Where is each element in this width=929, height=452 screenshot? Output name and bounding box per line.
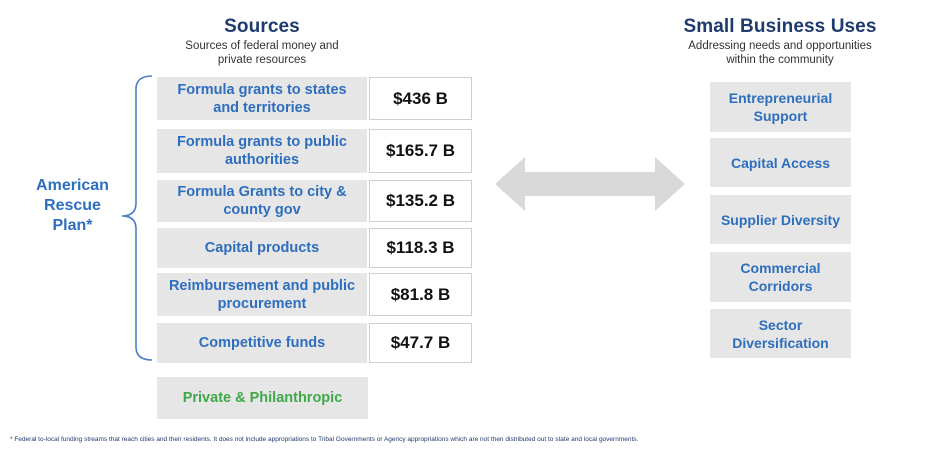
uses-subtitle-line1: Addressing needs and opportunities	[688, 40, 872, 52]
use-item: Commercial Corridors	[710, 252, 851, 302]
sources-subtitle	[147, 39, 377, 67]
uses-title: Small Business Uses	[683, 16, 877, 37]
source-label: Competitive funds	[157, 323, 367, 363]
source-row	[157, 180, 472, 222]
source-value: $118.3 B	[369, 228, 472, 268]
source-label: Formula grants to public authorities	[157, 129, 367, 173]
american-rescue-plan-label	[20, 176, 125, 236]
arp-line1: American	[36, 177, 109, 194]
source-label: Reimbursement and public procurement	[157, 273, 367, 316]
source-row	[157, 228, 472, 268]
source-label: Formula grants to states and territories	[157, 77, 367, 120]
source-value: $81.8 B	[369, 273, 472, 316]
double-arrow-icon	[495, 155, 685, 213]
source-label: Formula Grants to city & county gov	[157, 180, 367, 222]
use-item: Supplier Diversity	[710, 195, 851, 244]
sources-title: Sources	[224, 16, 300, 37]
private-philanthropic-box: Private & Philanthropic	[157, 377, 368, 419]
source-row	[157, 77, 472, 120]
source-row	[157, 323, 472, 363]
use-item: Sector Diversification	[710, 309, 851, 358]
source-value: $135.2 B	[369, 180, 472, 222]
source-row	[157, 129, 472, 173]
arp-line3: Plan*	[52, 217, 93, 234]
footnote: * Federal to-local funding streams that reach cities and their residents. It does not include appropriations to Tribal Governments or Agency appropriations which are not then distributed out to state and local governments.	[10, 436, 639, 443]
source-label: Capital products	[157, 228, 367, 268]
sources-subtitle-line1: Sources of federal money and	[185, 40, 339, 52]
arp-line2: Rescue	[44, 197, 101, 214]
uses-subtitle-line2: within the community	[726, 54, 834, 66]
source-value: $47.7 B	[369, 323, 472, 363]
sources-subtitle-line2: private resources	[217, 54, 307, 66]
source-value: $436 B	[369, 77, 472, 120]
source-value: $165.7 B	[369, 129, 472, 173]
use-item: Capital Access	[710, 138, 851, 187]
uses-subtitle	[655, 39, 905, 67]
use-item: Entrepreneurial Support	[710, 82, 851, 132]
source-row	[157, 273, 472, 316]
